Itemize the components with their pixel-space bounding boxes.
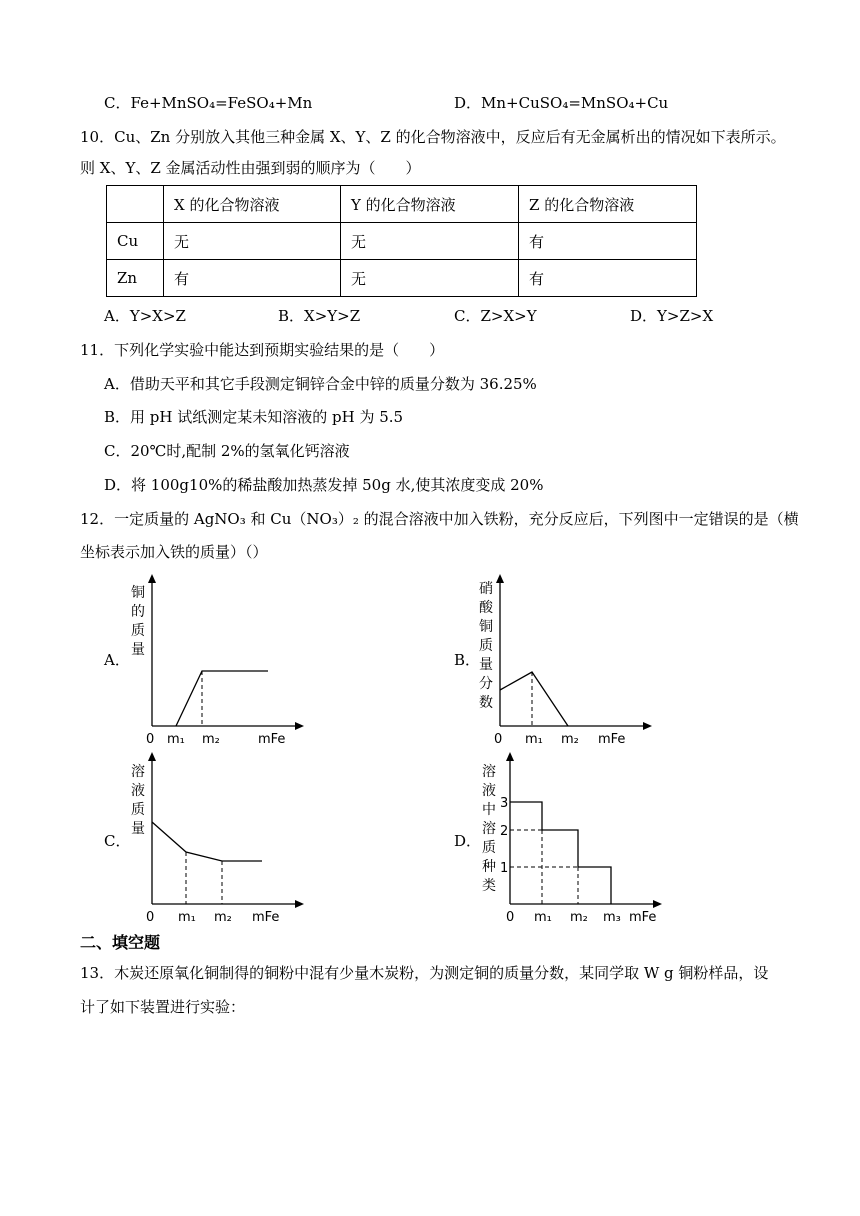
table-header-cell bbox=[107, 186, 164, 223]
graph-d-option-label: D． bbox=[454, 832, 482, 850]
table-header-cell: X 的化合物溶液 bbox=[164, 186, 341, 223]
q11-option-a: A．借助天平和其它手段测定铜锌合金中锌的质量分数为 36.25% bbox=[104, 375, 537, 393]
graph-a-ylabel: 铜的质量 bbox=[131, 585, 145, 658]
table-header-cell: Y 的化合物溶液 bbox=[341, 186, 519, 223]
table-cell: Zn bbox=[107, 260, 164, 297]
x-axis-label: mFe bbox=[258, 732, 286, 747]
y-tick-label-3: 3 bbox=[500, 796, 509, 811]
tick-label-m1: m₁ bbox=[525, 732, 543, 747]
tick-label-m1: m₁ bbox=[167, 732, 185, 747]
y-axis-arrow bbox=[496, 574, 504, 583]
tick-label-m2: m₂ bbox=[202, 732, 220, 747]
q10-stem-line2: 则 X、Y、Z 金属活动性由强到弱的顺序为（ ） bbox=[80, 159, 421, 177]
x-axis-arrow bbox=[653, 900, 662, 908]
graph-a-option-label: A． bbox=[104, 651, 130, 669]
table-cell: Cu bbox=[107, 223, 164, 260]
graph-d-ylabel: 溶液中溶质种类 bbox=[482, 764, 496, 894]
graph-c-option-label: C． bbox=[104, 832, 131, 850]
table-header-cell: Z 的化合物溶液 bbox=[519, 186, 697, 223]
table-row bbox=[107, 260, 697, 297]
origin-label: 0 bbox=[146, 732, 155, 747]
tick-label-m1: m₁ bbox=[534, 910, 552, 925]
y-axis-arrow bbox=[148, 574, 156, 583]
q10-option-c: C．Z>X>Y bbox=[454, 307, 537, 325]
graph-c-ylabel: 溶液质量 bbox=[131, 764, 145, 837]
q10-option-a: A．Y>X>Z bbox=[104, 307, 186, 325]
table-cell: 无 bbox=[341, 223, 519, 260]
q11-option-b: B．用 pH 试纸测定某未知溶液的 pH 为 5.5 bbox=[104, 408, 404, 426]
x-axis-arrow bbox=[643, 722, 652, 730]
q12-stem-line1: 12．一定质量的 AgNO₃ 和 Cu（NO₃）₂ 的混合溶液中加入铁粉，充分反应后，下列图中一定错误的是（横 bbox=[80, 510, 799, 528]
q10-table bbox=[106, 185, 697, 297]
table-cell: 有 bbox=[519, 223, 697, 260]
curve bbox=[176, 671, 268, 726]
x-axis-arrow bbox=[295, 722, 304, 730]
q11-option-d: D．将 100g10%的稀盐酸加热蒸发掉 50g 水,使其浓度变成 20% bbox=[104, 476, 544, 494]
x-axis-label: mFe bbox=[252, 910, 280, 925]
origin-label: 0 bbox=[506, 910, 515, 925]
q10-stem-line1: 10．Cu、Zn 分别放入其他三种金属 X、Y、Z 的化合物溶液中，反应后有无金属析出的情况如下表所示。 bbox=[80, 128, 786, 146]
q13-stem-line2: 计了如下装置进行实验： bbox=[80, 998, 246, 1016]
curve bbox=[500, 672, 568, 726]
origin-label: 0 bbox=[494, 732, 503, 747]
table-row bbox=[107, 223, 697, 260]
q10-option-b: B．X>Y>Z bbox=[278, 307, 361, 325]
graph-c bbox=[140, 750, 310, 930]
step-curve bbox=[510, 802, 611, 904]
graph-a bbox=[140, 572, 310, 752]
origin-label: 0 bbox=[146, 910, 155, 925]
tick-label-m1: m₁ bbox=[178, 910, 196, 925]
x-axis-label: mFe bbox=[598, 732, 626, 747]
y-tick-label-1: 1 bbox=[500, 861, 509, 876]
tick-label-m3: m₃ bbox=[603, 910, 621, 925]
table-header-row bbox=[107, 186, 697, 223]
x-axis-label: mFe bbox=[629, 910, 657, 925]
graph-b bbox=[488, 572, 658, 752]
q11-option-c: C．20℃时,配制 2%的氢氧化钙溶液 bbox=[104, 442, 350, 460]
x-axis-arrow bbox=[295, 900, 304, 908]
table-cell: 无 bbox=[164, 223, 341, 260]
graph-b-ylabel: 硝酸铜质量分数 bbox=[479, 581, 493, 711]
graph-b-option-label: B． bbox=[454, 651, 481, 669]
section-heading: 二、填空题 bbox=[80, 933, 161, 952]
y-axis-arrow bbox=[148, 752, 156, 761]
tick-label-m2: m₂ bbox=[570, 910, 588, 925]
q9-option-c: C．Fe+MnSO₄=FeSO₄+Mn bbox=[104, 94, 313, 112]
q9-option-d: D．Mn+CuSO₄=MnSO₄+Cu bbox=[454, 94, 669, 112]
graph-d bbox=[496, 750, 670, 930]
tick-label-m2: m₂ bbox=[214, 910, 232, 925]
table-cell: 有 bbox=[519, 260, 697, 297]
tick-label-m2: m₂ bbox=[561, 732, 579, 747]
table-cell: 有 bbox=[164, 260, 341, 297]
q11-stem: 11．下列化学实验中能达到预期实验结果的是（ ） bbox=[80, 341, 445, 359]
q13-stem-line1: 13．木炭还原氧化铜制得的铜粉中混有少量木炭粉，为测定铜的质量分数，某同学取 W g 铜粉样品，设 bbox=[80, 964, 769, 982]
y-axis-arrow bbox=[506, 752, 514, 761]
q12-stem-line2: 坐标表示加入铁的质量）（） bbox=[80, 543, 268, 561]
q10-option-d: D．Y>Z>X bbox=[630, 307, 714, 325]
y-tick-label-2: 2 bbox=[500, 824, 509, 839]
curve bbox=[152, 822, 262, 861]
table-cell: 无 bbox=[341, 260, 519, 297]
